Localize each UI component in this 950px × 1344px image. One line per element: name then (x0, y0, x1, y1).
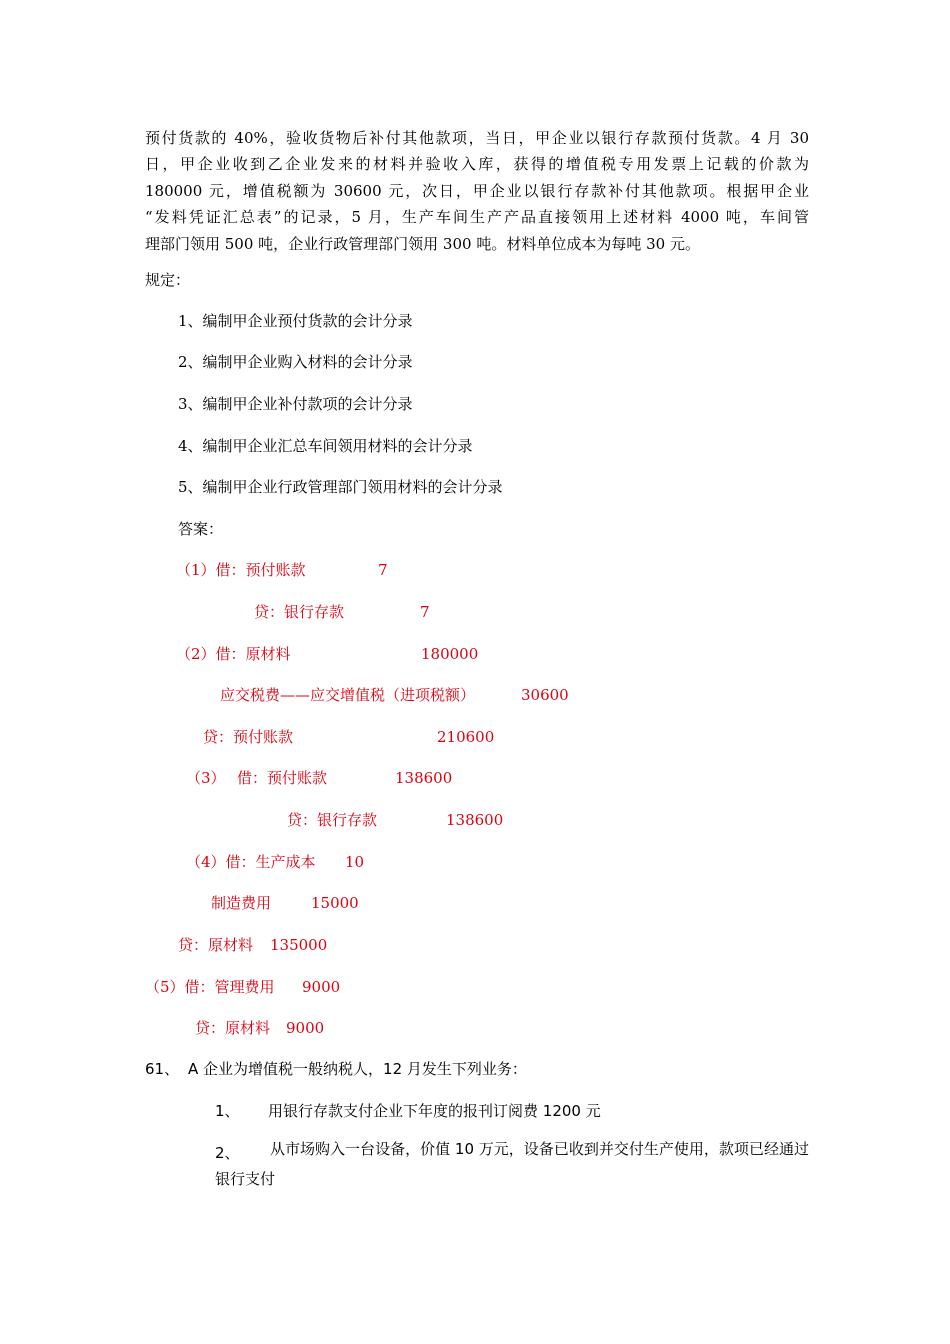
entry5-debit-amount: 9000 (302, 978, 341, 996)
entry2-credit-amount: 210600 (437, 728, 495, 746)
question-stem: A 企业为增值税一般纳税人，12 月发生下列业务： (188, 1060, 527, 1078)
entry4-credit: 贷：原材料 (178, 936, 254, 954)
question-item-text: 用银行存款支付企业下年度的报刊订阅费 1200 元 (268, 1102, 601, 1120)
entry4-debit-amount: 10 (345, 853, 365, 871)
entry2-credit: 贷：预付账款 (203, 728, 294, 746)
requirement-item: 3、编制甲企业补付款项的会计分录 (178, 395, 413, 413)
entry2-debit: （2）借：原材料 (176, 645, 291, 663)
entry2-tax-debit: 应交税费——应交增值税（进项税额） (220, 686, 476, 704)
answer-heading: 答案： (178, 520, 224, 538)
requirement-item: 1、编制甲企业预付货款的会计分录 (178, 312, 413, 330)
question-number: 61、 (145, 1060, 180, 1078)
entry2-debit-amount: 180000 (421, 645, 479, 663)
entry2-tax-amount: 30600 (521, 686, 569, 704)
requirement-item: 4、编制甲企业汇总车间领用材料的会计分录 (178, 437, 473, 455)
entry3-credit-amount: 138600 (446, 811, 504, 829)
entry4-credit-amount: 135000 (270, 936, 328, 954)
requirement-item: 2、编制甲企业购入材料的会计分录 (178, 353, 413, 371)
question-item-number: 2、 (215, 1144, 240, 1162)
paragraph-line: 预付货款的 40%，验收货物后补付其他款项，当日，甲企业以银行存款预付货款。4 月 30 (145, 129, 809, 147)
entry4-overhead-amount: 15000 (311, 894, 359, 912)
entry3-label: （3） (186, 769, 226, 787)
entry1-debit: （1）借：预付账款 (176, 561, 306, 579)
requirements-heading: 规定： (145, 271, 191, 289)
entry5-credit: 贷：原材料 (195, 1019, 271, 1037)
entry4-debit: （4）借：生产成本 (186, 853, 316, 871)
requirement-item: 5、编制甲企业行政管理部门领用材料的会计分录 (178, 478, 503, 496)
entry5-credit-amount: 9000 (286, 1019, 325, 1037)
paragraph-line: “发料凭证汇总表”的记录，5 月，生产车间生产产品直接领用上述材料 4000 吨，车间管 (145, 208, 809, 227)
paragraph-line: 理部门领用 500 吨，企业行政管理部门领用 300 吨。材料单位成本为每吨 30 元。 (145, 234, 700, 253)
entry3-credit: 贷：银行存款 (287, 811, 378, 829)
paragraph-line: 日，甲企业收到乙企业发来的材料并验收入库，获得的增值税专用发票上记载的价款为 (145, 155, 809, 174)
question-item-text: 从市场购入一台设备，价值 10 万元，设备已收到并交付生产使用，款项已经通过银行支付 (215, 1140, 809, 1188)
question-item-number: 1、 (215, 1102, 240, 1120)
entry3-debit-amount: 138600 (395, 769, 453, 787)
paragraph-line: 180000 元，增值税额为 30600 元，次日，甲企业以银行存款补付其他款项。根据甲企业 (145, 181, 809, 200)
problem-paragraph (145, 125, 809, 257)
entry1-debit-amount: 7 (378, 561, 388, 579)
entry5-debit: （5）借：管理费用 (145, 978, 275, 996)
entry3-debit: 借：预付账款 (237, 769, 328, 787)
entry1-credit-amount: 7 (420, 603, 430, 621)
entry4-overhead-debit: 制造费用 (211, 894, 272, 912)
entry1-credit: 贷：银行存款 (254, 603, 345, 621)
